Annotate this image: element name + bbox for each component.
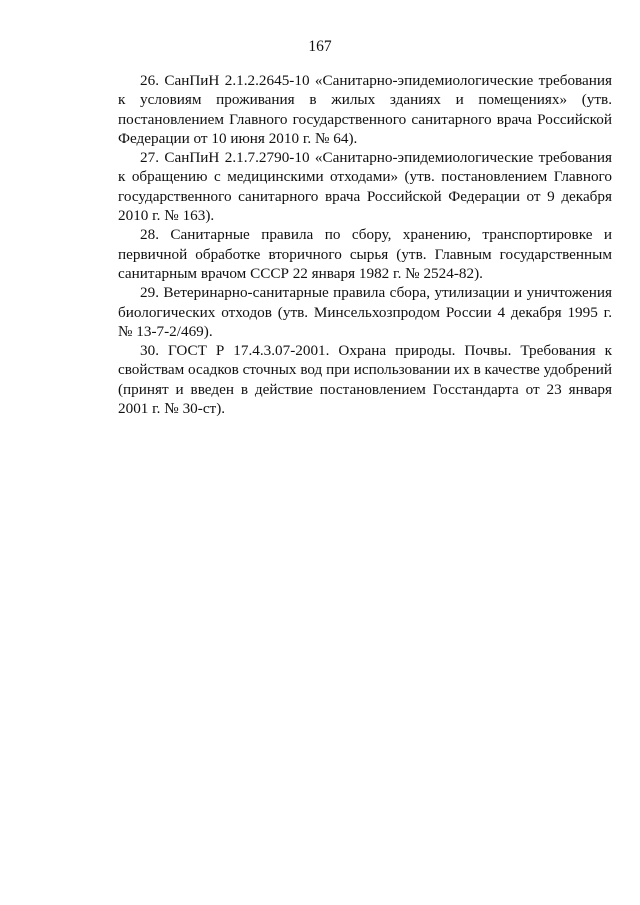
reference-list	[118, 71, 612, 418]
reference-item: 26. СанПиН 2.1.2.2645-10 «Санитарно-эпидемиологические требования к условиям проживания в жилых зданиях и помещениях» (утв. постановлением Главного государственного санитарного врача Российской Федерации от 10 июня 2010 г. № 64).	[118, 72, 612, 147]
reference-item: 27. СанПиН 2.1.7.2790-10 «Санитарно-эпидемиологические требования к обращению с медицинскими отходами» (утв. постановлением Главного государственного санитарного врача Российской Федерации от 9 декабря 2010 г. № 163).	[118, 149, 612, 225]
reference-item: 28. Санитарные правила по сбору, хранению, транспортировке и первичной обработке вторичного сырья (утв. Главным государственным санитарным врачом СССР 22 января 1982 г. № 2524-82).	[118, 226, 612, 282]
page-number: 167	[308, 38, 332, 55]
reference-item: 29. Ветеринарно-санитарные правила сбора, утилизации и уничтожения биологических отходов (утв. Минсельхозпродом России 4 декабря 1995 г. № 13-7-2/469).	[118, 284, 612, 340]
reference-item: 30. ГОСТ Р 17.4.3.07-2001. Охрана природы. Почвы. Требования к свойствам осадков сточных вод при использовании их в качестве удобрений (принят и введен в действие постановлением Госстандарта от 23 января 2001 г. № 30-ст).	[118, 342, 612, 418]
